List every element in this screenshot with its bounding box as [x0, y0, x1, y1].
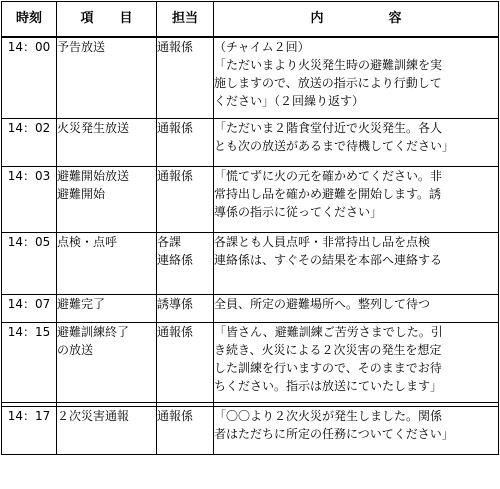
table-row	[2, 323, 499, 403]
content-line: ください」（２回繰り返す）	[214, 94, 365, 108]
item-line: 避難完了	[57, 297, 106, 311]
content-line: 者はただちに所定の任務についてください」	[214, 427, 454, 441]
cell-time: 14：02	[2, 119, 57, 167]
cell-content	[214, 323, 499, 403]
header-content: 内 容	[214, 2, 499, 38]
responsible-line: 誘導係	[157, 297, 194, 311]
cell-content	[214, 37, 499, 119]
table-header	[2, 2, 499, 38]
cell-item	[57, 323, 157, 403]
cell-item	[57, 119, 157, 167]
cell-time: 14：05	[2, 233, 57, 295]
responsible-line: 通報係	[157, 40, 194, 54]
cell-time: 14：17	[2, 407, 57, 455]
content-line: 「ただいま２階食堂付近で火災発生。各人	[214, 121, 443, 135]
content-line: き続き、火災による２次災害の発生を想定	[214, 343, 442, 357]
content-line: 常持出し品を確かめ避難を開始します。誘	[214, 187, 442, 201]
responsible-line: 通報係	[157, 169, 194, 183]
content-line: 施しますので、放送の指示により行動して	[214, 76, 442, 90]
item-line: ２次災害通報	[57, 409, 130, 423]
header-time: 時刻	[2, 2, 57, 38]
table-row	[2, 37, 499, 119]
content-line: （チャイム２回）	[214, 40, 310, 54]
responsible-line: 通報係	[157, 325, 194, 339]
cell-time: 14：15	[2, 323, 57, 403]
cell-item	[57, 37, 157, 119]
cell-responsible	[157, 233, 214, 295]
content-line: ちください。指示は放送にていたします」	[214, 379, 443, 393]
item-line: 火災発生放送	[57, 121, 130, 135]
cell-content	[214, 295, 499, 323]
table-row	[2, 233, 499, 295]
cell-item	[57, 167, 157, 233]
cell-responsible	[157, 295, 214, 323]
item-line: 点検・点呼	[57, 235, 118, 249]
cell-item	[57, 295, 157, 323]
cell-item	[57, 233, 157, 295]
table-row	[2, 407, 499, 455]
cell-responsible	[157, 407, 214, 455]
content-line: 「〇〇より２次火災が発生しました。関係	[214, 409, 443, 423]
header-responsible: 担当	[157, 2, 214, 38]
responsible-line: 各課	[157, 235, 182, 249]
cell-responsible	[157, 119, 214, 167]
responsible-line: 連絡係	[157, 253, 194, 267]
cell-responsible	[157, 37, 214, 119]
item-line: 予告放送	[57, 40, 106, 54]
cell-content	[214, 233, 499, 295]
cell-time: 14：00	[2, 37, 57, 119]
content-line: 「ただいまより火災発生時の避難訓練を実	[214, 58, 443, 72]
cell-content	[214, 119, 499, 167]
cell-content	[214, 167, 499, 233]
cell-responsible	[157, 323, 214, 403]
content-line: 「慌てずに火の元を確かめてください。非	[214, 169, 443, 183]
cell-responsible	[157, 167, 214, 233]
content-line: とも次の放送があるまで待機してください」	[214, 139, 455, 153]
cell-content	[214, 407, 499, 455]
header-row	[2, 2, 499, 38]
table-row	[2, 167, 499, 233]
item-line: 避難訓練終了	[57, 325, 130, 339]
content-line: 各課とも人員点呼・非常持出し品を点検	[214, 235, 431, 249]
table-body	[2, 37, 499, 455]
responsible-line: 通報係	[157, 409, 194, 423]
item-line: の放送	[57, 343, 94, 357]
cell-time: 14：07	[2, 295, 57, 323]
content-line: 導係の指示に従ってください」	[214, 205, 383, 219]
content-line: 連絡係は、すぐその結果を本部へ連絡する	[214, 253, 443, 267]
header-item: 項 目	[57, 2, 157, 38]
item-line: 避難開始放送	[57, 169, 130, 183]
cell-time: 14：03	[2, 167, 57, 233]
drill-schedule-table	[1, 1, 499, 455]
content-line: 「皆さん、避難訓練ご苦労さまでした。引	[214, 325, 443, 339]
table-row	[2, 295, 499, 323]
content-line: 全員、所定の避難場所へ。整列して待つ	[214, 297, 431, 311]
responsible-line: 通報係	[157, 121, 194, 135]
table-row	[2, 119, 499, 167]
item-line: 避難開始	[57, 187, 106, 201]
cell-item	[57, 407, 157, 455]
content-line: した訓練を行いますので、そのままでお待	[214, 361, 442, 375]
